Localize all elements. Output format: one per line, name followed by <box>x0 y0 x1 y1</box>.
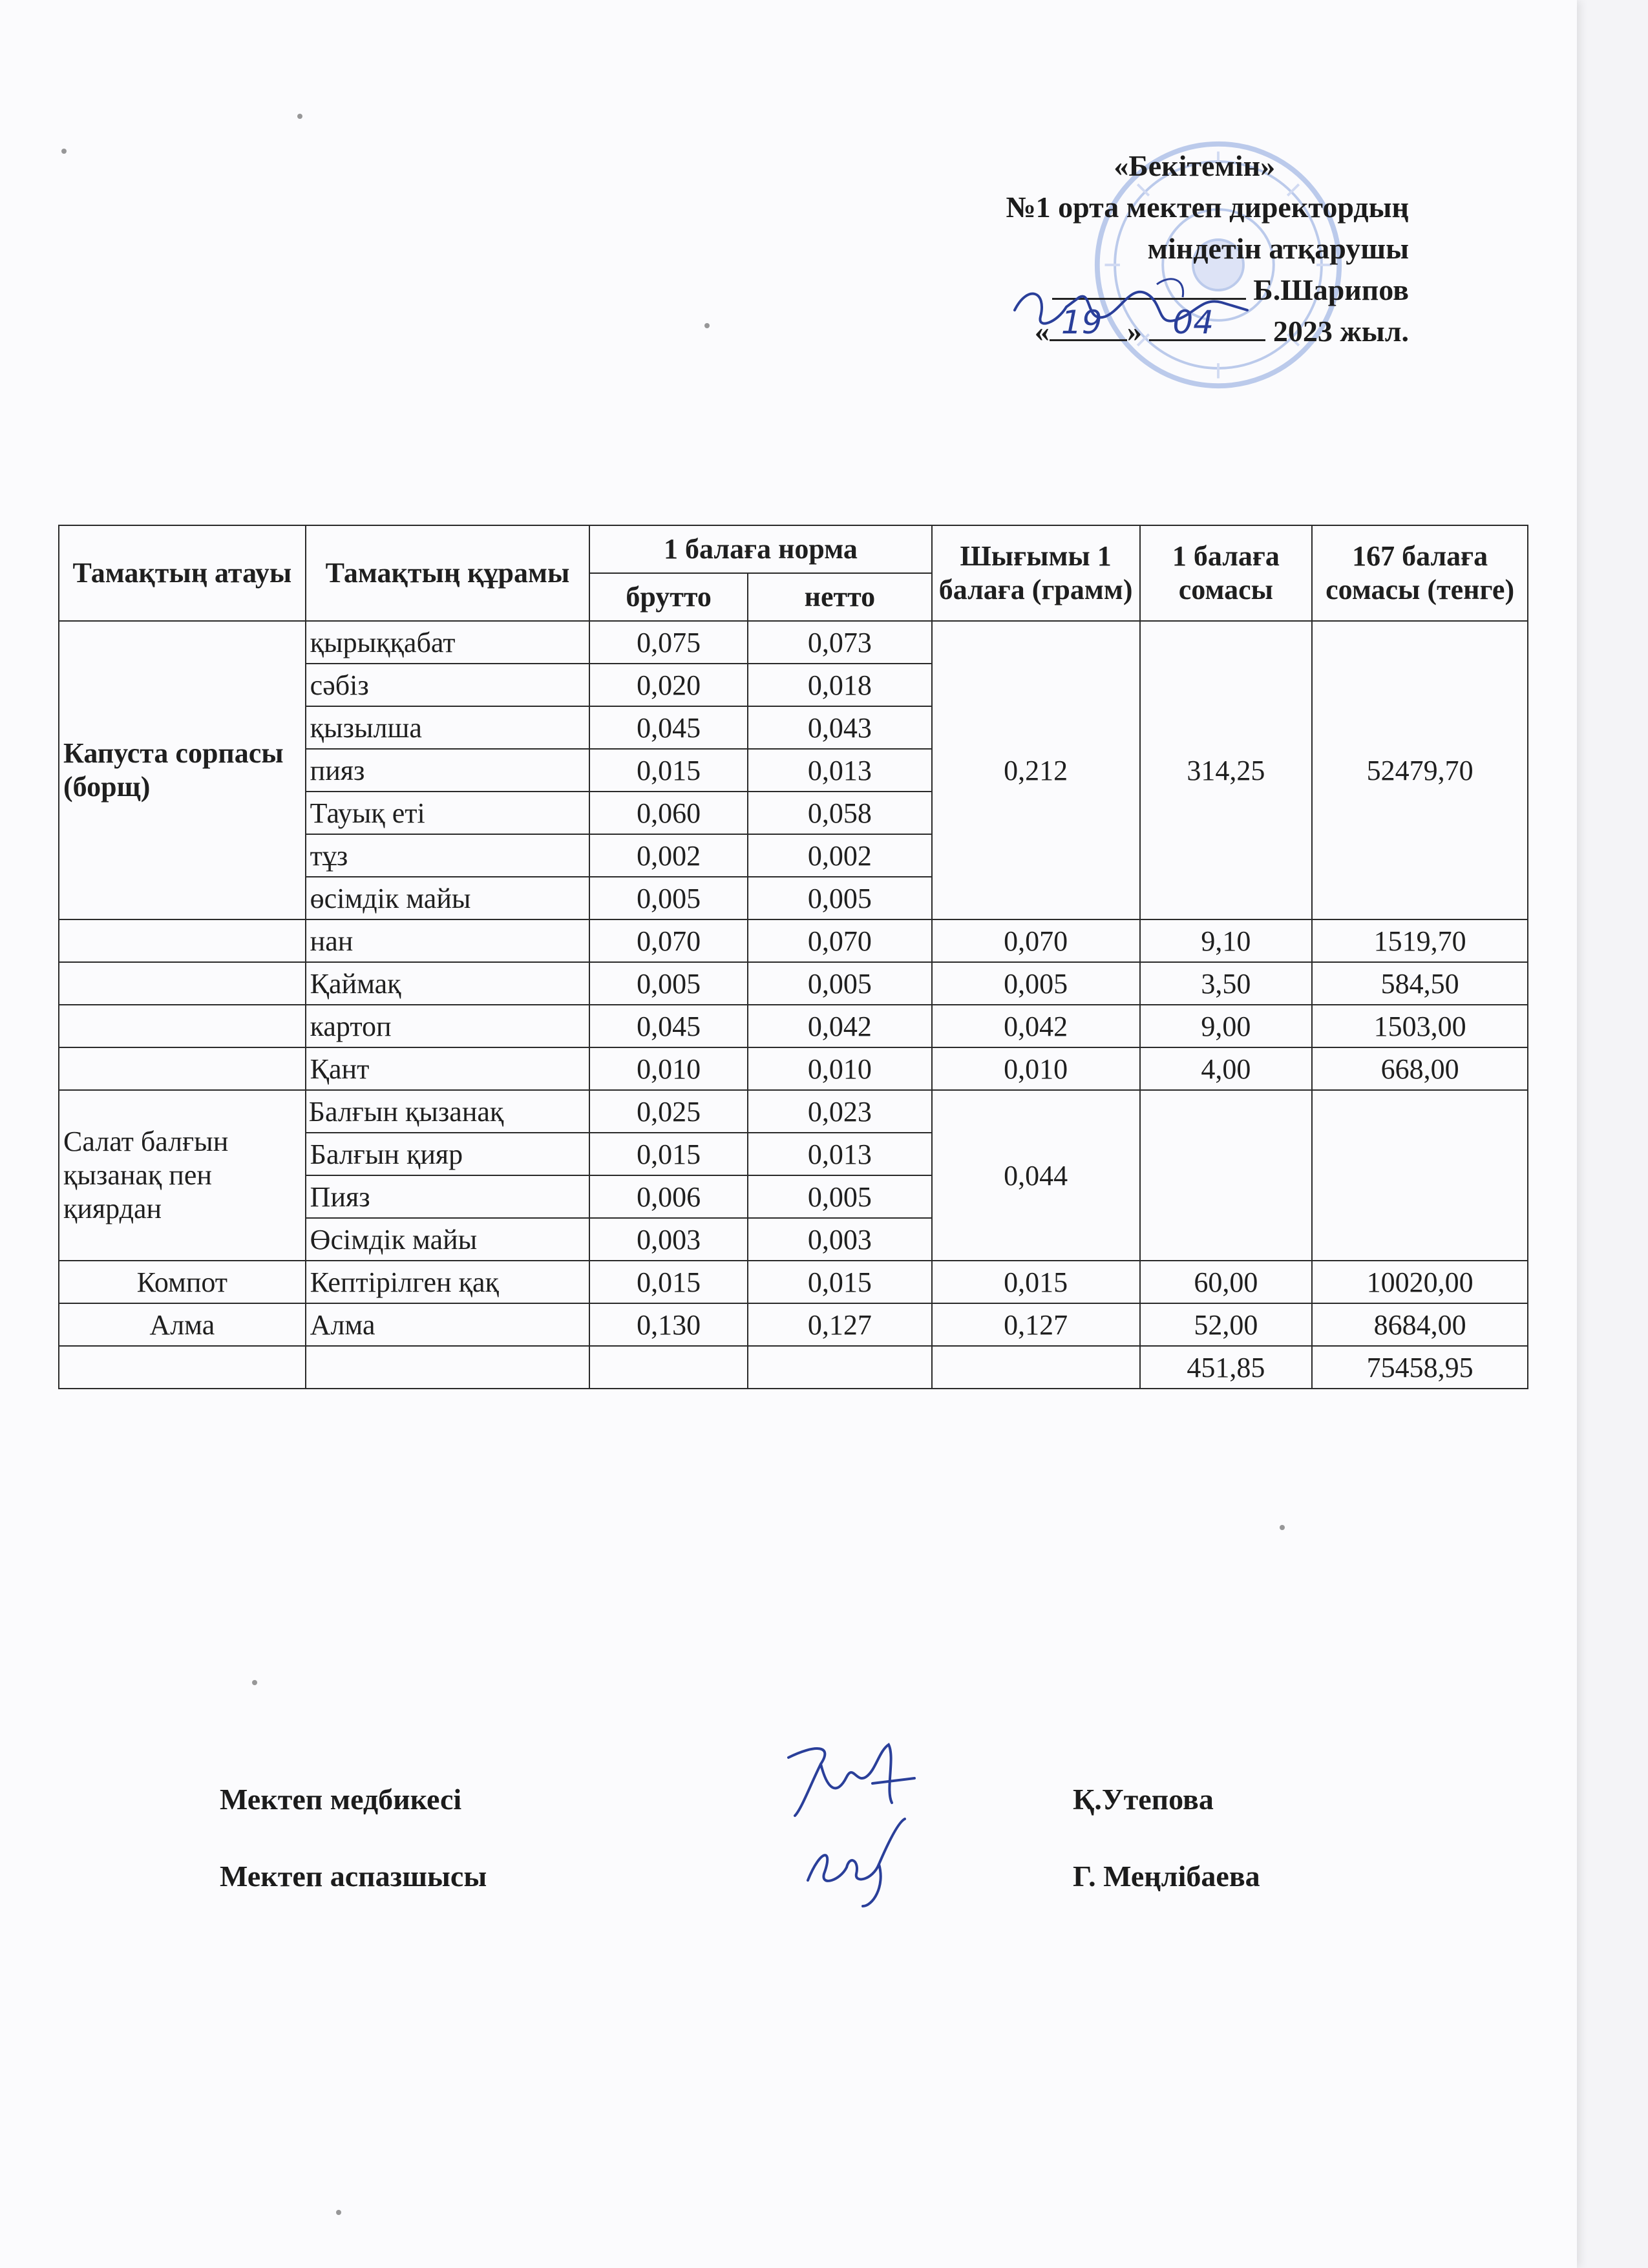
ingredient-name: пияз <box>306 749 590 792</box>
ingredient-netto: 0,043 <box>748 706 932 749</box>
dish-kompot: Компот <box>59 1261 306 1303</box>
item-sum-all: 584,50 <box>1312 962 1528 1005</box>
ingredient-name: Алма <box>306 1303 590 1346</box>
ingredient-name: Қаймақ <box>306 962 590 1005</box>
scan-speck <box>1280 1525 1285 1530</box>
ingredient-netto: 0,018 <box>748 664 932 706</box>
ingredient-netto: 0,015 <box>748 1261 932 1303</box>
dish-apple: Алма <box>59 1303 306 1346</box>
header-norm: 1 балаға норма <box>589 525 931 573</box>
header-netto: нетто <box>748 573 932 621</box>
cook-role: Мектеп аспазшысы <box>220 1860 487 1893</box>
item-usage: 0,010 <box>932 1047 1140 1090</box>
header-sum-one: 1 балаға сомасы <box>1140 525 1313 621</box>
ingredient-name: Тауық еті <box>306 792 590 834</box>
date-year: 2023 жыл. <box>1273 315 1409 348</box>
item-sum-one: 4,00 <box>1140 1047 1313 1090</box>
ingredient-netto: 0,013 <box>748 749 932 792</box>
scan-speck <box>336 2210 341 2215</box>
ingredient-netto: 0,003 <box>748 1218 932 1261</box>
director-signature-icon <box>1008 271 1254 349</box>
ingredient-netto: 0,127 <box>748 1303 932 1346</box>
ingredient-brutto: 0,005 <box>589 962 748 1005</box>
ingredient-brutto: 0,015 <box>589 749 748 792</box>
scan-speck <box>704 323 710 328</box>
date-month-handwritten: 04 <box>1172 304 1214 341</box>
menu-table <box>58 525 1528 1389</box>
scan-speck <box>61 149 67 154</box>
total-row <box>59 1346 1528 1389</box>
item-usage: 0,042 <box>932 1005 1140 1047</box>
ingredient-name: картоп <box>306 1005 590 1047</box>
dish-borsch: Капуста сорпасы (борщ) <box>59 621 306 919</box>
scan-speck <box>252 1680 257 1685</box>
ingredient-name: Балғын қияр <box>306 1133 590 1175</box>
ingredient-name: Өсімдік майы <box>306 1218 590 1261</box>
header-row-1 <box>59 525 1528 573</box>
total-empty <box>306 1346 590 1389</box>
ingredient-netto: 0,070 <box>748 919 932 962</box>
ingredient-brutto: 0,075 <box>589 621 748 664</box>
ingredient-brutto: 0,003 <box>589 1218 748 1261</box>
ingredient-netto: 0,073 <box>748 621 932 664</box>
table-row <box>59 1047 1528 1090</box>
ingredient-netto: 0,013 <box>748 1133 932 1175</box>
item-usage: 0,015 <box>932 1261 1140 1303</box>
ingredient-brutto: 0,025 <box>589 1090 748 1133</box>
item-usage: 0,127 <box>932 1303 1140 1346</box>
table-row <box>59 1005 1528 1047</box>
nurse-role: Мектеп медбикесі <box>220 1783 462 1816</box>
dish-salad: Салат балғын қызанақ пен қиярдан <box>59 1090 306 1261</box>
approval-signer-name: Б.Шарипов <box>1253 273 1409 306</box>
ingredient-brutto: 0,045 <box>589 1005 748 1047</box>
ingredient-brutto: 0,002 <box>589 834 748 877</box>
item-sum-all: 10020,00 <box>1312 1261 1528 1303</box>
item-sum-all: 1519,70 <box>1312 919 1528 962</box>
ingredient-brutto: 0,060 <box>589 792 748 834</box>
ingredient-name: Кептірілген қақ <box>306 1261 590 1303</box>
ingredient-name: қызылша <box>306 706 590 749</box>
total-sum-all: 75458,95 <box>1312 1346 1528 1389</box>
total-empty <box>59 1346 306 1389</box>
ingredient-brutto: 0,010 <box>589 1047 748 1090</box>
ingredient-name: Қант <box>306 1047 590 1090</box>
date-day-handwritten: 19 <box>1061 304 1103 341</box>
item-sum-one: 9,10 <box>1140 919 1313 962</box>
cook-name: Г. Меңлібаева <box>1073 1860 1260 1893</box>
ingredient-netto: 0,042 <box>748 1005 932 1047</box>
approval-title: «Бекітемін» <box>1114 149 1276 182</box>
total-empty <box>589 1346 748 1389</box>
item-sum-all: 1503,00 <box>1312 1005 1528 1047</box>
ingredient-netto: 0,058 <box>748 792 932 834</box>
header-usage: Шығымы 1 балаға (грамм) <box>932 525 1140 621</box>
ingredient-netto: 0,005 <box>748 877 932 919</box>
ingredient-name: өсімдік майы <box>306 877 590 919</box>
ingredient-netto: 0,005 <box>748 1175 932 1218</box>
ingredient-brutto: 0,045 <box>589 706 748 749</box>
borsch-sum-one: 314,25 <box>1140 621 1313 919</box>
header-composition: Тамақтың құрамы <box>306 525 590 621</box>
dish-empty <box>59 919 306 962</box>
cook-signature-icon <box>795 1809 924 1913</box>
item-usage: 0,005 <box>932 962 1140 1005</box>
ingredient-name: қырыққабат <box>306 621 590 664</box>
ingredient-brutto: 0,006 <box>589 1175 748 1218</box>
table-row <box>59 919 1528 962</box>
item-usage: 0,070 <box>932 919 1140 962</box>
dish-empty <box>59 1005 306 1047</box>
table-row <box>59 621 1528 664</box>
table-row <box>59 962 1528 1005</box>
table-row <box>59 1303 1528 1346</box>
nurse-name: Қ.Утепова <box>1073 1783 1214 1816</box>
salad-sum-one-empty <box>1140 1090 1313 1261</box>
ingredient-brutto: 0,015 <box>589 1261 748 1303</box>
item-sum-all: 8684,00 <box>1312 1303 1528 1346</box>
total-empty <box>932 1346 1140 1389</box>
ingredient-name: тұз <box>306 834 590 877</box>
ingredient-netto: 0,002 <box>748 834 932 877</box>
ingredient-netto: 0,010 <box>748 1047 932 1090</box>
salad-usage: 0,044 <box>932 1090 1140 1261</box>
borsch-sum-all: 52479,70 <box>1312 621 1528 919</box>
ingredient-name: нан <box>306 919 590 962</box>
borsch-usage: 0,212 <box>932 621 1140 919</box>
header-dish: Тамақтың атауы <box>59 525 306 621</box>
header-brutto: брутто <box>589 573 748 621</box>
approval-position-line1: №1 орта мектеп директордың <box>1006 191 1409 224</box>
ingredient-name: сәбіз <box>306 664 590 706</box>
total-sum-one: 451,85 <box>1140 1346 1313 1389</box>
item-sum-one: 9,00 <box>1140 1005 1313 1047</box>
item-sum-one: 52,00 <box>1140 1303 1313 1346</box>
item-sum-all: 668,00 <box>1312 1047 1528 1090</box>
ingredient-brutto: 0,130 <box>589 1303 748 1346</box>
ingredient-netto: 0,005 <box>748 962 932 1005</box>
ingredient-brutto: 0,020 <box>589 664 748 706</box>
date-mid-quote: » <box>1126 315 1142 348</box>
dish-empty <box>59 1047 306 1090</box>
table-row <box>59 1261 1528 1303</box>
dish-empty <box>59 962 306 1005</box>
ingredient-brutto: 0,070 <box>589 919 748 962</box>
approval-position-line2: міндетін атқарушы <box>1147 232 1409 265</box>
salad-sum-all-empty <box>1312 1090 1528 1261</box>
total-empty <box>748 1346 932 1389</box>
header-sum-all: 167 балаға сомасы (тенге) <box>1312 525 1528 621</box>
item-sum-one: 3,50 <box>1140 962 1313 1005</box>
ingredient-name: Балғын қызанақ <box>306 1090 590 1133</box>
ingredient-brutto: 0,005 <box>589 877 748 919</box>
item-sum-one: 60,00 <box>1140 1261 1313 1303</box>
ingredient-name: Пияз <box>306 1175 590 1218</box>
date-open-quote: « <box>1034 315 1050 348</box>
ingredient-brutto: 0,015 <box>589 1133 748 1175</box>
table-row <box>59 1090 1528 1133</box>
scan-speck <box>297 114 302 119</box>
ingredient-netto: 0,023 <box>748 1090 932 1133</box>
